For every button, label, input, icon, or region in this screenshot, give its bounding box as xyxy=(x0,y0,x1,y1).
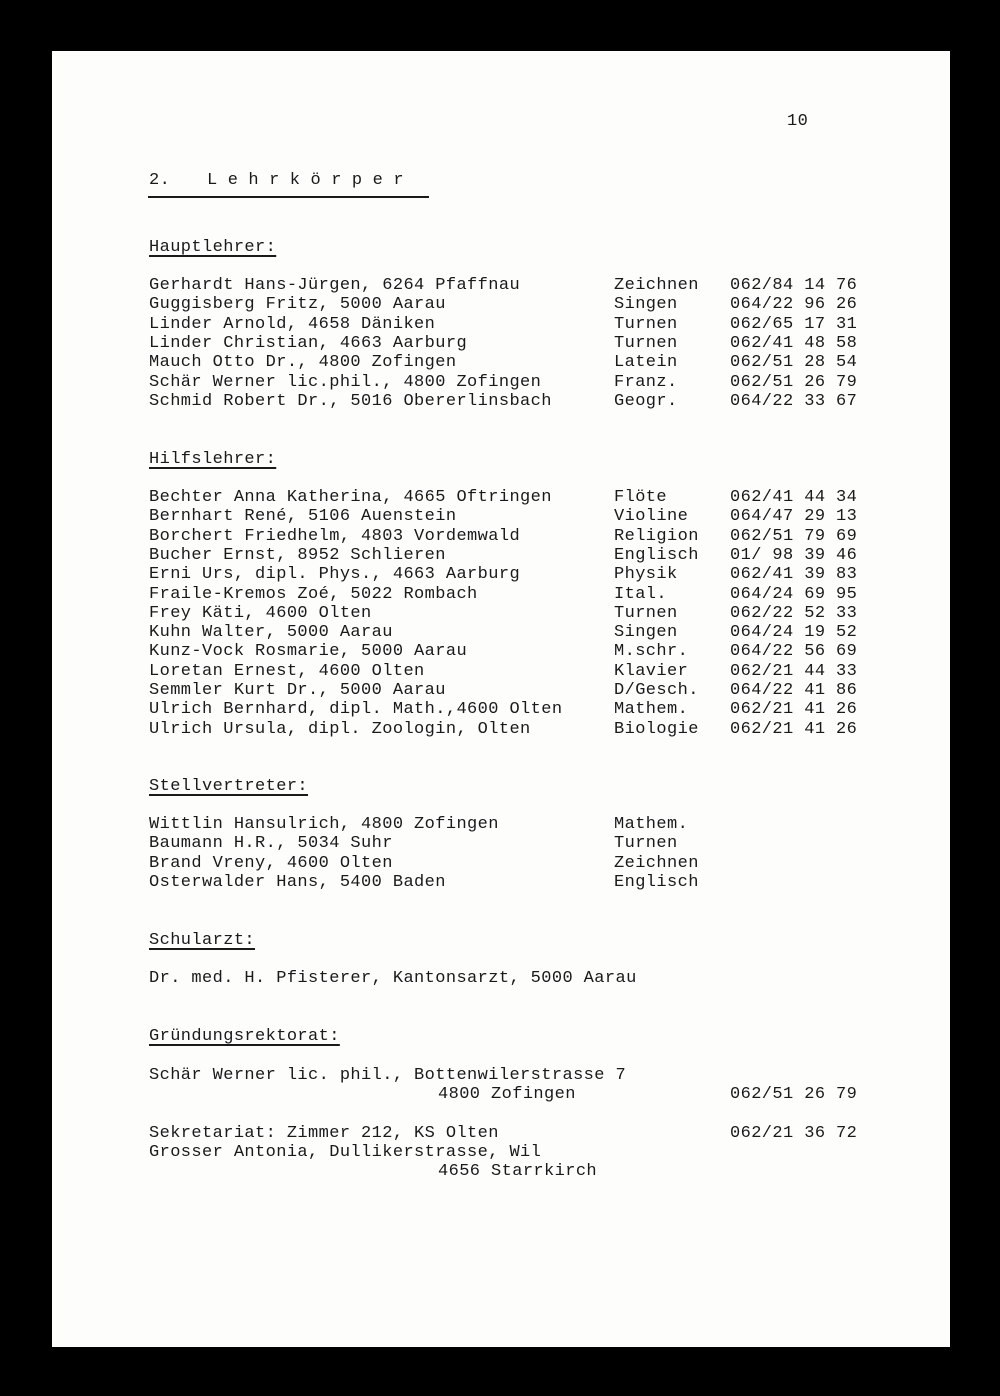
hauptlehrer-heading: Hauptlehrer: xyxy=(149,238,277,257)
row-subject: Klavier xyxy=(614,661,689,681)
row-subject: Englisch xyxy=(614,872,699,892)
row-name: Bechter Anna Katherina, 4665 Oftringen xyxy=(149,488,552,507)
row-subject: Ital. xyxy=(614,584,668,604)
row-name: Loretan Ernest, 4600 Olten xyxy=(149,661,425,681)
row-phone: 064/22 56 69 xyxy=(730,642,858,662)
row-phone: 062/21 44 33 xyxy=(730,661,858,681)
row-phone: 062/22 52 33 xyxy=(730,603,858,623)
schularzt-heading: Schularzt: xyxy=(149,931,256,950)
row-name: Mauch Otto Dr., 4800 Zofingen xyxy=(149,353,457,373)
row-subject: Turnen xyxy=(614,603,678,623)
sekretariat-line2: Grosser Antonia, Dullikerstrasse, Wil xyxy=(149,1143,542,1162)
row-phone: 064/22 96 26 xyxy=(730,295,858,315)
row-name: Frey Käti, 4600 Olten xyxy=(149,603,372,623)
row-name: Osterwalder Hans, 5400 Baden xyxy=(149,872,446,892)
row-subject: Flöte xyxy=(614,488,668,507)
row-subject: D/Gesch. xyxy=(614,681,699,700)
row-name: Kuhn Walter, 5000 Aarau xyxy=(149,623,393,643)
row-subject: Franz. xyxy=(614,372,678,392)
row-subject: Englisch xyxy=(614,545,699,565)
row-subject: Turnen xyxy=(614,834,678,854)
row-name: Ulrich Bernhard, dipl. Math.,4600 Olten xyxy=(149,700,563,720)
row-phone: 064/47 29 13 xyxy=(730,507,858,527)
row-name: Schär Werner lic.phil., 4800 Zofingen xyxy=(149,372,542,392)
row-subject: Turnen xyxy=(614,333,678,353)
row-subject: Religion xyxy=(614,526,699,546)
section-title: Lehrkörper xyxy=(207,171,415,190)
row-name: Kunz-Vock Rosmarie, 5000 Aarau xyxy=(149,642,468,662)
row-phone: 062/41 44 34 xyxy=(730,488,858,507)
row-phone: 062/41 48 58 xyxy=(730,333,858,353)
row-subject: M.schr. xyxy=(614,642,689,662)
row-name: Bernhart René, 5106 Auenstein xyxy=(149,507,457,527)
row-name: Wittlin Hansulrich, 4800 Zofingen xyxy=(149,815,499,834)
row-phone: 062/21 41 26 xyxy=(730,700,858,720)
row-subject: Mathem. xyxy=(614,700,689,720)
row-name: Fraile-Kremos Zoé, 5022 Rombach xyxy=(149,584,478,604)
row-phone: 062/51 79 69 xyxy=(730,526,858,546)
row-name: Brand Vreny, 4600 Olten xyxy=(149,853,393,873)
row-name: Schmid Robert Dr., 5016 Obererlinsbach xyxy=(149,391,552,411)
schularzt-line: Dr. med. H. Pfisterer, Kantonsarzt, 5000 Aarau xyxy=(149,969,637,988)
row-name: Erni Urs, dipl. Phys., 4663 Aarburg xyxy=(149,565,521,585)
row-phone: 062/84 14 76 xyxy=(730,276,858,295)
stellvertreter-heading: Stellvertreter: xyxy=(149,777,309,796)
row-phone: 064/22 33 67 xyxy=(730,391,858,411)
row-name: Guggisberg Fritz, 5000 Aarau xyxy=(149,295,446,315)
row-name: Gerhardt Hans-Jürgen, 6264 Pfaffnau xyxy=(149,276,521,295)
hilfslehrer-heading: Hilfslehrer: xyxy=(149,450,277,469)
row-name: Baumann H.R., 5034 Suhr xyxy=(149,834,393,854)
gruendungsrektorat-phone: 062/51 26 79 xyxy=(730,1085,858,1104)
row-name: Bucher Ernst, 8952 Schlieren xyxy=(149,545,446,565)
row-phone: 064/24 19 52 xyxy=(730,623,858,643)
row-subject: Singen xyxy=(614,623,678,643)
gruendungsrektorat-line1: Schär Werner lic. phil., Bottenwilerstrasse 7 xyxy=(149,1066,627,1085)
row-subject: Zeichnen xyxy=(614,853,699,873)
row-subject: Geogr. xyxy=(614,391,678,411)
row-subject: Latein xyxy=(614,353,678,373)
row-name: Ulrich Ursula, dipl. Zoologin, Olten xyxy=(149,719,531,739)
row-phone: 01/ 98 39 46 xyxy=(730,545,858,565)
section-title-underline xyxy=(148,196,429,198)
sekretariat-phone: 062/21 36 72 xyxy=(730,1124,858,1143)
row-subject: Zeichnen xyxy=(614,276,699,295)
row-phone: 062/51 26 79 xyxy=(730,372,858,392)
row-subject: Physik xyxy=(614,565,678,585)
row-name: Linder Christian, 4663 Aarburg xyxy=(149,333,468,353)
row-subject: Violine xyxy=(614,507,689,527)
row-subject: Turnen xyxy=(614,314,678,334)
sekretariat-line1: Sekretariat: Zimmer 212, KS Olten xyxy=(149,1124,499,1143)
row-subject: Biologie xyxy=(614,719,699,739)
row-name: Semmler Kurt Dr., 5000 Aarau xyxy=(149,681,446,700)
row-name: Linder Arnold, 4658 Däniken xyxy=(149,314,436,334)
row-subject: Singen xyxy=(614,295,678,315)
section-number: 2. xyxy=(149,171,171,190)
row-phone: 062/21 41 26 xyxy=(730,719,858,739)
row-phone: 062/41 39 83 xyxy=(730,565,858,585)
page-number: 10 xyxy=(787,112,809,131)
sekretariat-line3: 4656 Starrkirch xyxy=(438,1162,598,1181)
gruendungsrektorat-line2: 4800 Zofingen xyxy=(438,1085,576,1104)
row-name: Borchert Friedhelm, 4803 Vordemwald xyxy=(149,526,521,546)
row-phone: 064/22 41 86 xyxy=(730,681,858,700)
row-phone: 062/65 17 31 xyxy=(730,314,858,334)
row-phone: 064/24 69 95 xyxy=(730,584,858,604)
row-phone: 062/51 28 54 xyxy=(730,353,858,373)
gruendungsrektorat-heading: Gründungsrektorat: xyxy=(149,1027,340,1046)
row-subject: Mathem. xyxy=(614,815,689,834)
